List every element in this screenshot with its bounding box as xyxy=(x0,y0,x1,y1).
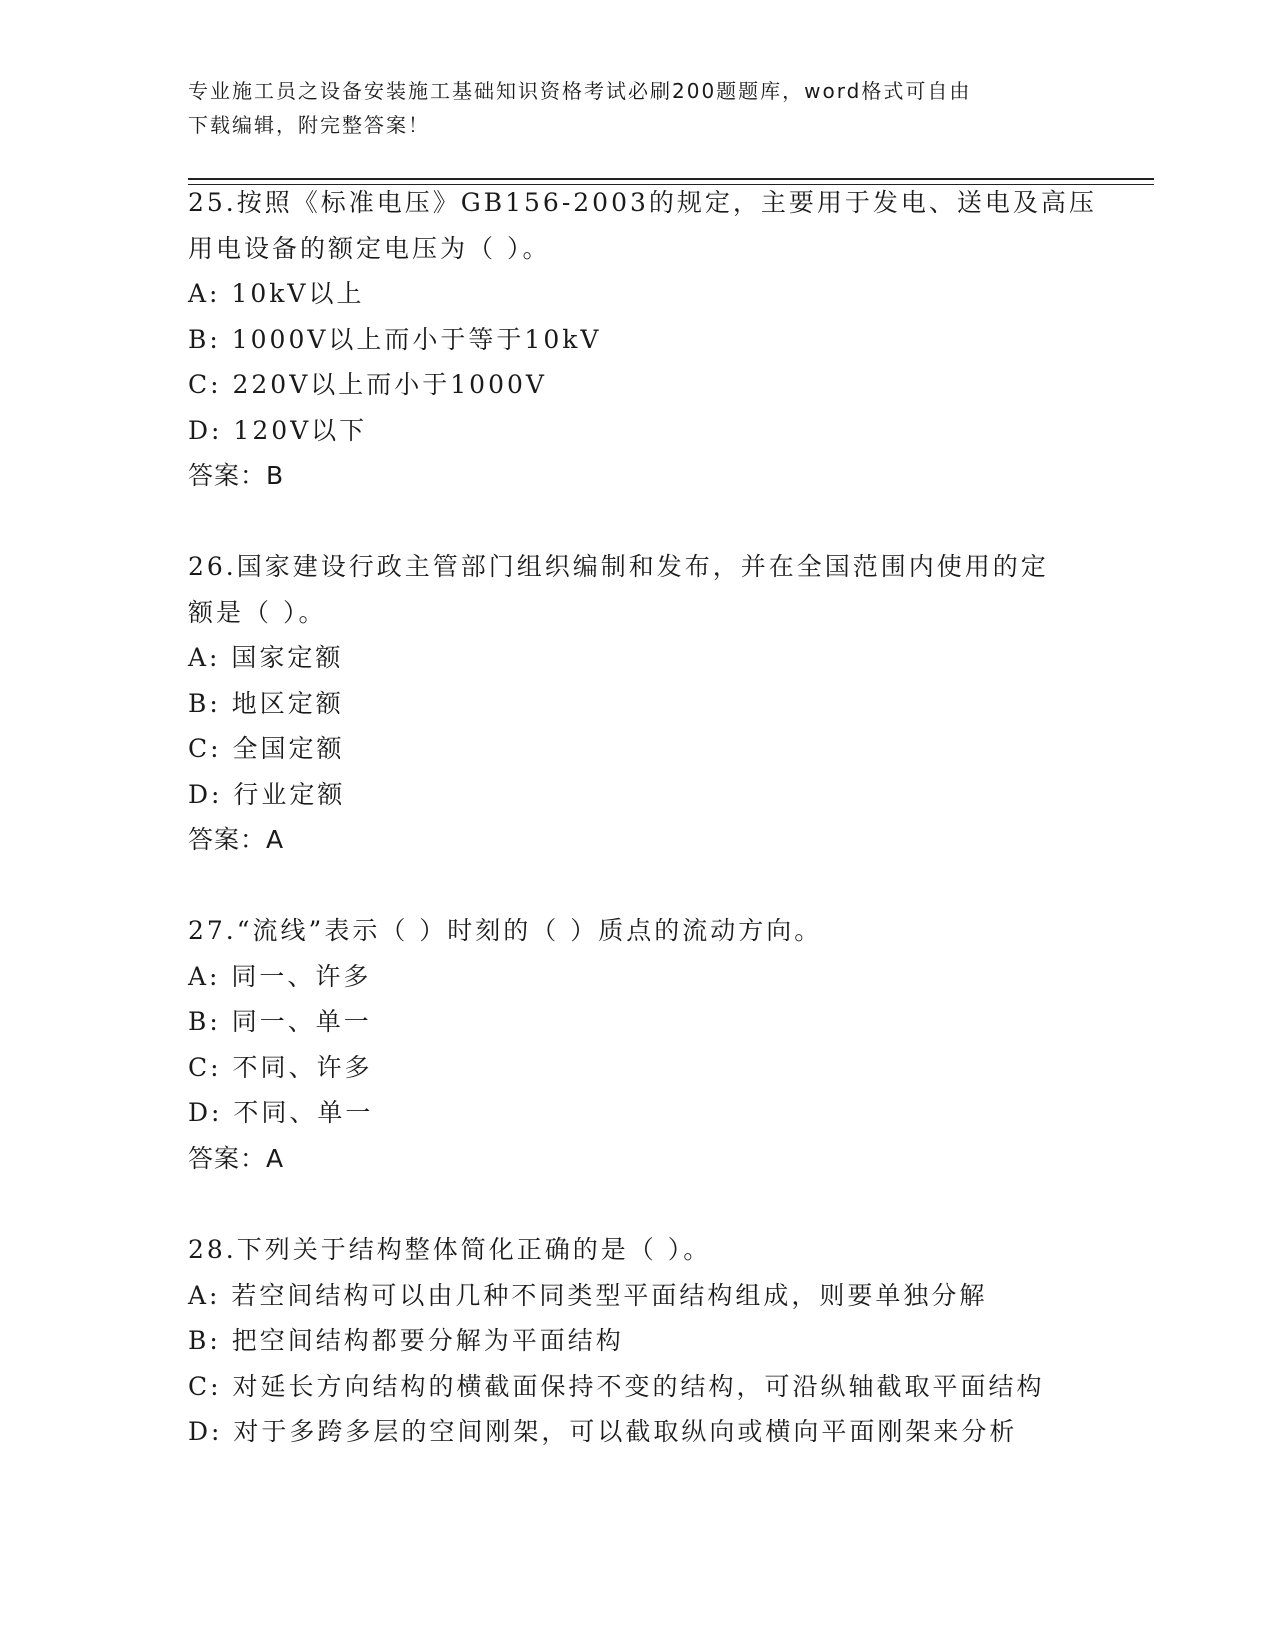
option-b: B: 1000V以上而小于等于10kV xyxy=(188,324,602,354)
question-28 xyxy=(188,1227,1088,1455)
question-stem-line-1: 26.国家建设行政主管部门组织编制和发布，并在全国范围内使用的定 xyxy=(188,552,1049,581)
option-b: B: 地区定额 xyxy=(188,688,344,718)
answer: 答案：B xyxy=(188,461,285,490)
option-c: C: 全国定额 xyxy=(188,734,345,763)
option-d: D: 120V以下 xyxy=(188,415,368,445)
question-stem-line-2: 用电设备的额定电压为（ ）。 xyxy=(188,233,551,263)
question-stem-line-1: 27.“流线”表示（ ）时刻的（ ）质点的流动方向。 xyxy=(188,916,823,945)
document-header xyxy=(188,74,1088,142)
option-d: D: 对于多跨多层的空间刚架，可以截取纵向或横向平面刚架来分析 xyxy=(188,1417,1018,1446)
option-a: A: 若空间结构可以由几种不同类型平面结构组成，则要单独分解 xyxy=(188,1280,988,1310)
option-d: D: 行业定额 xyxy=(188,779,346,809)
question-25 xyxy=(188,180,1097,499)
question-26 xyxy=(188,544,1088,863)
option-a: A: 同一、许多 xyxy=(188,961,372,991)
option-a: A: 10kV以上 xyxy=(188,279,365,308)
option-c: C: 220V以上而小于1000V xyxy=(188,370,547,399)
option-a: A: 国家定额 xyxy=(188,643,344,672)
answer: 答案：A xyxy=(188,1143,285,1173)
question-stem-line-2: 额是（ ）。 xyxy=(188,597,327,627)
question-27 xyxy=(188,908,1088,1181)
header-line-1: 专业施工员之设备安装施工基础知识资格考试必刷200题题库，word格式可自由 xyxy=(188,79,972,103)
header-line-2: 下载编辑，附完整答案！ xyxy=(188,113,430,137)
answer: 答案：A xyxy=(188,825,285,854)
option-b: B: 同一、单一 xyxy=(188,1007,372,1036)
question-stem-line-1: 25.按照《标准电压》GB156-2003的规定，主要用于发电、送电及高压 xyxy=(188,188,1097,217)
option-b: B: 把空间结构都要分解为平面结构 xyxy=(188,1326,624,1355)
question-stem-line-1: 28.下列关于结构整体简化正确的是（ ）。 xyxy=(188,1235,712,1264)
option-d: D: 不同、单一 xyxy=(188,1098,374,1127)
option-c: C: 对延长方向结构的横截面保持不变的结构，可沿纵轴截取平面结构 xyxy=(188,1371,1045,1401)
option-c: C: 不同、许多 xyxy=(188,1052,373,1082)
